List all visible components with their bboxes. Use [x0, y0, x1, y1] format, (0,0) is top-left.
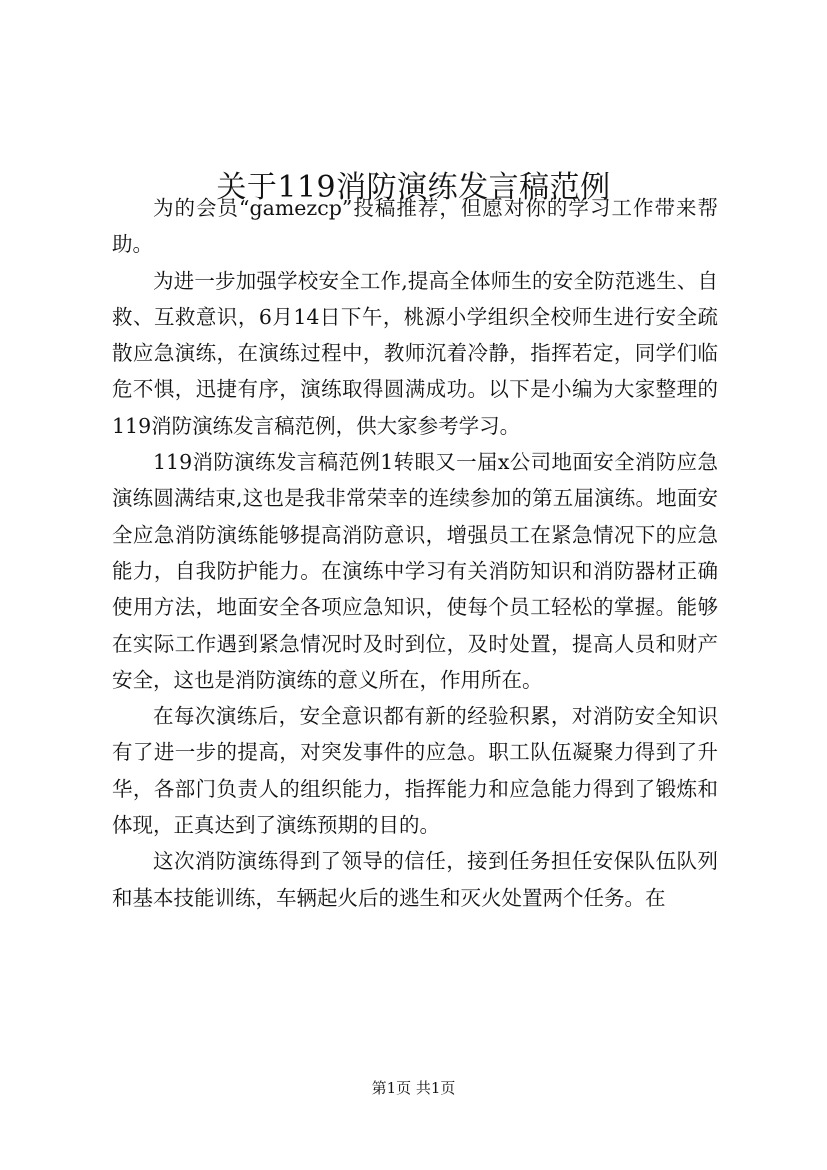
- page-footer: 第1页 共1页: [371, 1079, 456, 1097]
- paragraph-experience: 在每次演练后，安全意识都有新的经验积累，对消防安全知识有了进一步的提高，对突发事件的应急。职工队伍凝聚力得到了升华，各部门负责人的组织能力，指挥能力和应急能力得到了锻炼和体现，正真达到了演练预期的目的。: [112, 704, 718, 838]
- paragraph-example-1: 119消防演练发言稿范例1转眼又一届x公司地面安全消防应急演练圆满结束,这也是我非常荣幸的连续参加的第五届演练。地面安全应急消防演练能够提高消防意识，增强员工在紧急情况下的应急能力，自我防护能力。在演练中学习有关消防知识和消防器材正确使用方法，地面安全各项应急知识，使每个员工轻松的掌握。能够在实际工作遇到紧急情况时及时到位，及时处置，提高人员和财产安全，这也是消防演练的意义所在，作用所在。: [112, 450, 718, 692]
- document-title: 关于119消防演练发言稿范例: [216, 170, 611, 206]
- paragraph-task: 这次消防演练得到了领导的信任，接到任务担任安保队伍队列和基本技能训练，车辆起火后的逃生和灭火处置两个任务。在: [112, 849, 718, 910]
- document-body: [112, 190, 718, 916]
- paragraph-intro: 为的会员“gamezcp”投稿推荐，但愿对你的学习工作带来帮助。: [112, 196, 718, 257]
- paragraph-background: 为进一步加强学校安全工作,提高全体师生的安全防范逃生、自救、互救意识，6月14日下午，桃源小学组织全校师生进行安全疏散应急演练，在演练过程中，教师沉着冷静，指挥若定，同学们临危不惧，迅捷有序，演练取得圆满成功。以下是小编为大家整理的119消防演练发言稿范例，供大家参考学习。: [112, 268, 718, 438]
